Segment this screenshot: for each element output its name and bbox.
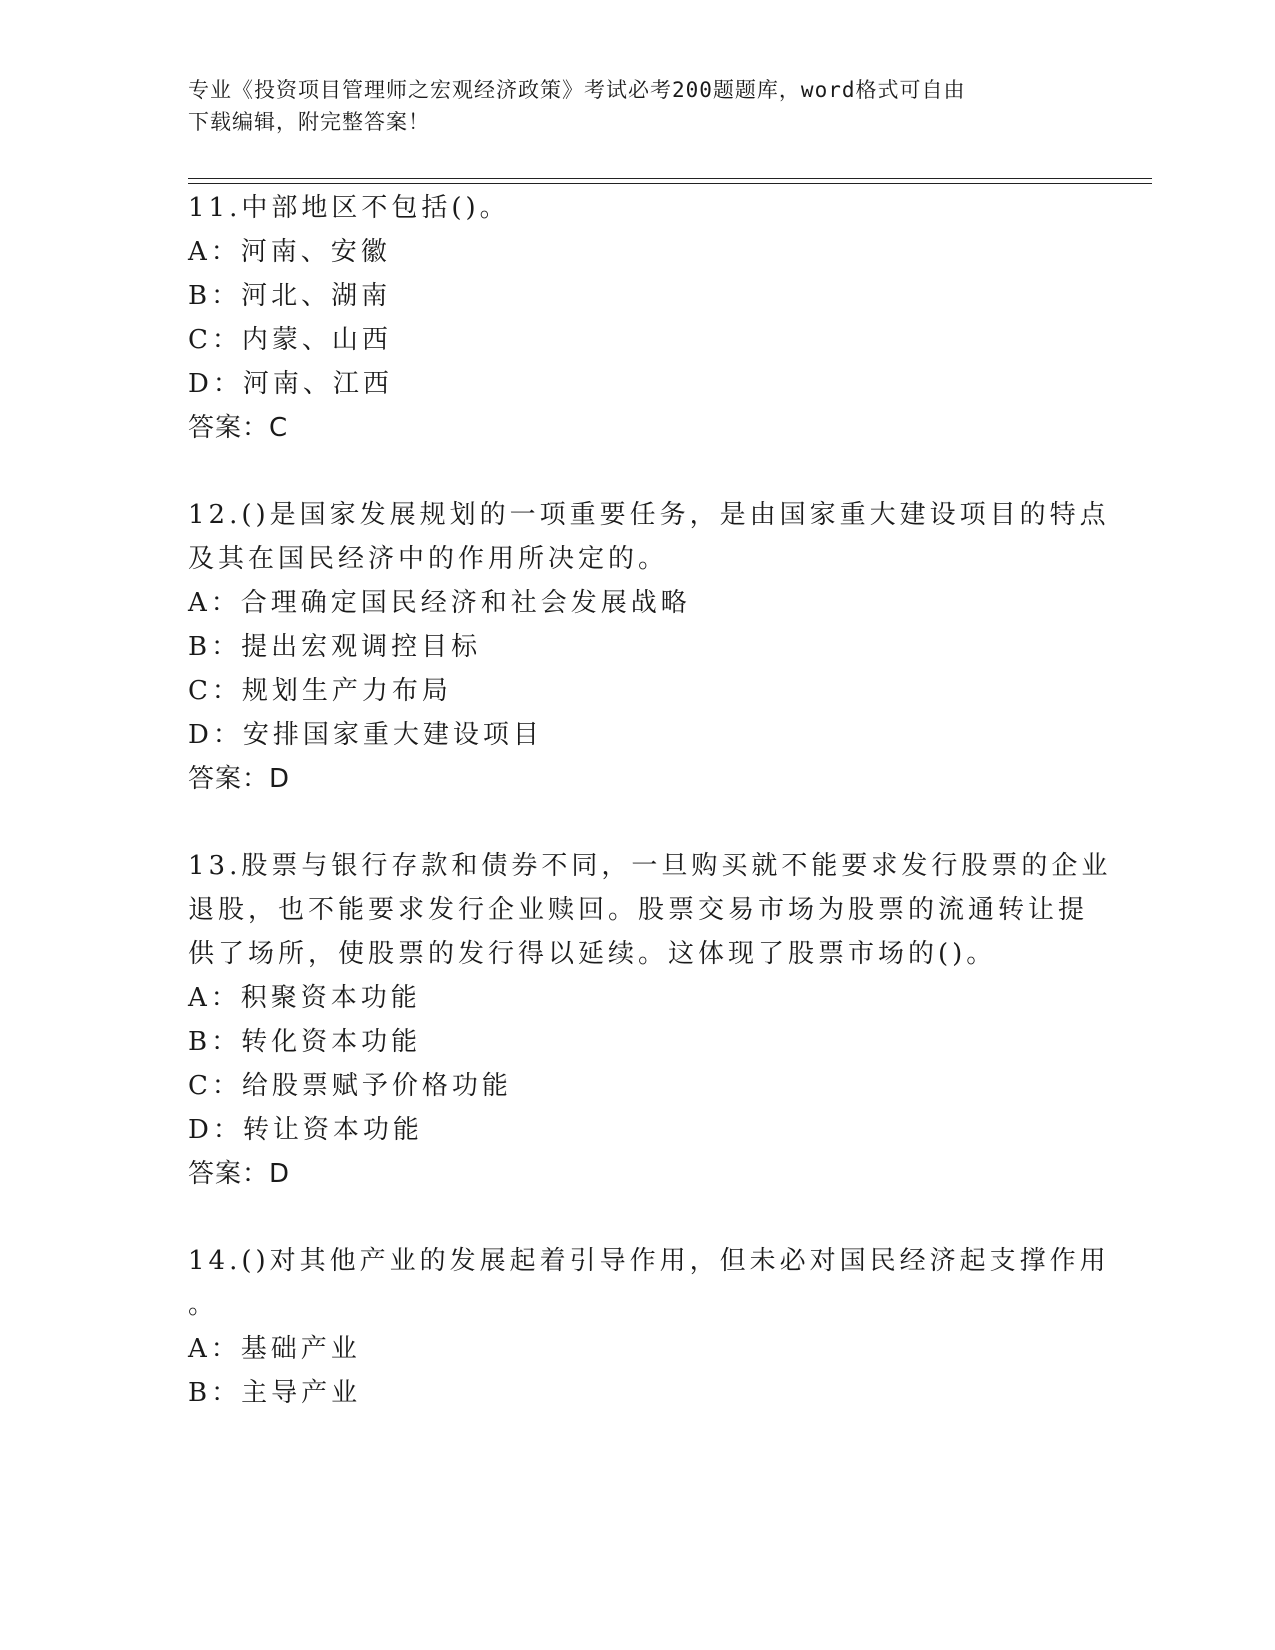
question-11-option-c: C：内蒙、山西 <box>188 325 392 355</box>
question-11-option-b: B：河北、湖南 <box>188 281 392 311</box>
question-13-option-a: A：积聚资本功能 <box>188 983 421 1013</box>
question-14-stem-line-2: 。 <box>188 1290 219 1320</box>
question-12-option-c: C：规划生产力布局 <box>188 676 452 706</box>
question-11-stem: 11.中部地区不包括()。 <box>188 193 510 223</box>
question-13-stem-line-1: 13.股票与银行存款和债券不同，一旦购买就不能要求发行股票的企业 <box>188 851 1112 881</box>
header-divider-top <box>188 178 1152 179</box>
question-12-answer: 答案：D <box>188 764 291 794</box>
header-line-2: 下载编辑，附完整答案！ <box>188 110 430 134</box>
document-header <box>188 74 1068 138</box>
question-12-option-b: B：提出宏观调控目标 <box>188 632 482 662</box>
question-13-stem-line-3: 供了场所，使股票的发行得以延续。这体现了股票市场的()。 <box>188 939 997 969</box>
question-13-option-b: B：转化资本功能 <box>188 1027 422 1057</box>
question-13-option-d: D：转让资本功能 <box>188 1115 423 1145</box>
question-11-option-a: A：河南、安徽 <box>188 237 391 267</box>
question-12-option-a: A：合理确定国民经济和社会发展战略 <box>188 588 691 618</box>
question-14-stem-line-1: 14.()对其他产业的发展起着引导作用，但未必对国民经济起支撑作用 <box>188 1246 1110 1276</box>
header-divider-bottom <box>188 183 1152 184</box>
question-14-option-a: A：基础产业 <box>188 1334 361 1364</box>
question-11-option-d: D：河南、江西 <box>188 369 393 399</box>
question-14-option-b: B：主导产业 <box>188 1378 362 1408</box>
question-12-stem-line-2: 及其在国民经济中的作用所决定的。 <box>188 544 669 574</box>
question-11-answer: 答案：C <box>188 413 289 443</box>
question-12-option-d: D：安排国家重大建设项目 <box>188 720 543 750</box>
question-12-stem-line-1: 12.()是国家发展规划的一项重要任务，是由国家重大建设项目的特点 <box>188 500 1110 530</box>
question-13-option-c: C：给股票赋予价格功能 <box>188 1071 512 1101</box>
question-13-stem-line-2: 退股，也不能要求发行企业赎回。股票交易市场为股票的流通转让提 <box>188 895 1089 925</box>
header-line-1: 专业《投资项目管理师之宏观经济政策》考试必考200题题库，word格式可自由 <box>188 78 966 102</box>
question-13-answer: 答案：D <box>188 1159 291 1189</box>
